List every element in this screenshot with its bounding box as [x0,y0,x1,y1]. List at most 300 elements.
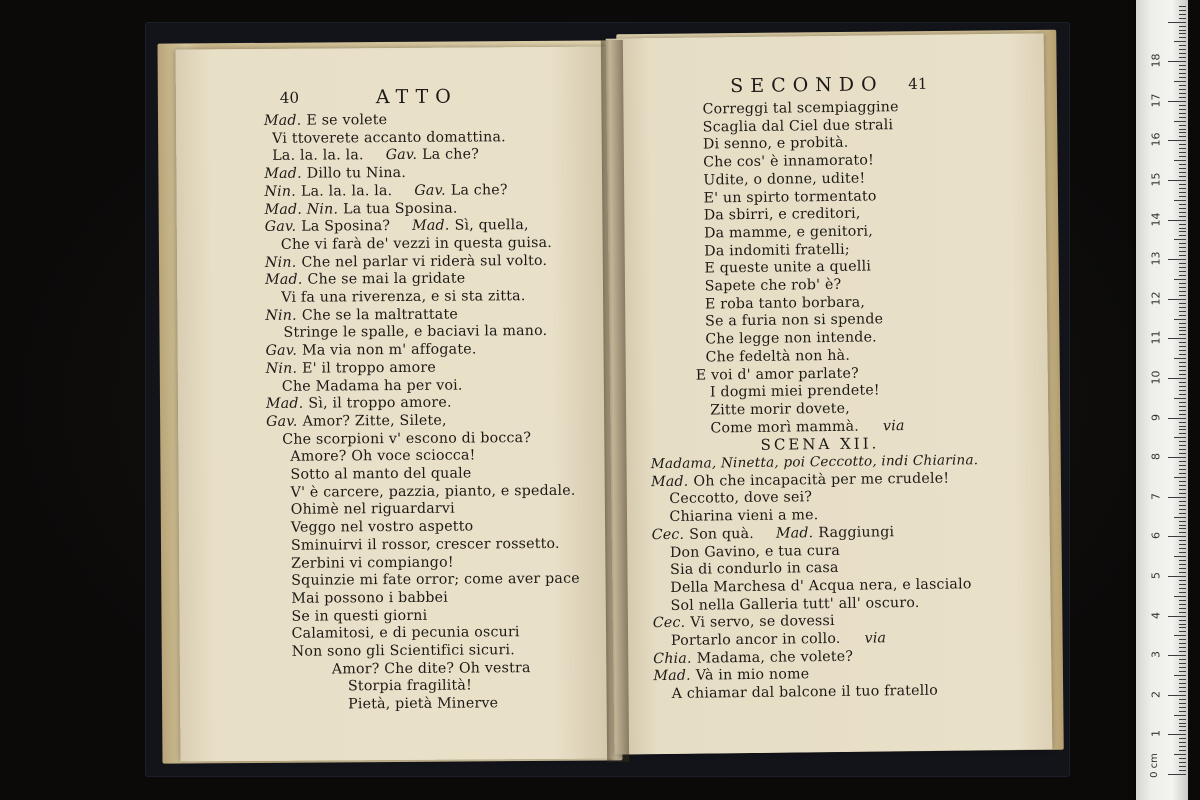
ruler-tick [1174,279,1186,280]
ruler-tick [1179,370,1186,371]
ruler-tick [1179,410,1186,411]
ruler-number: 11 [1149,330,1163,345]
line-text: Della Marchesa d' Acqua nera, e lascialo [670,576,972,596]
text-line [672,683,939,702]
ruler-number: 5 [1149,572,1163,579]
ruler-tick [1174,715,1186,716]
ruler-tick [1168,140,1186,141]
ruler-tick [1179,620,1186,621]
ruler-tick [1179,291,1186,292]
text-line [704,259,871,277]
ruler-tick [1179,429,1186,430]
speaker-label: Mad. [263,112,302,129]
text-line [282,430,531,448]
ruler-tick [1168,497,1186,498]
ruler-tick [1168,695,1186,696]
line-text: E roba tanto borbara, [704,294,866,313]
ruler-tick [1179,283,1186,284]
ruler-number: 15 [1149,172,1163,187]
line-text: Che scorpioni v' escono di bocca? [282,429,532,448]
ruler-number: 10 [1149,370,1163,385]
ruler-tick [1179,481,1186,482]
ruler-tick [1168,734,1186,735]
text-line [704,206,861,224]
ruler-tick [1174,754,1186,755]
ruler-tick [1179,144,1186,145]
line-text: E' il troppo amore [302,359,437,377]
line-text: Raggiungi [818,524,895,541]
speaker-label: Mad. [265,271,303,289]
ruler-number: 2 [1149,690,1163,698]
line-text: La tua Sposina. [343,200,458,217]
ruler-tick [1168,655,1186,656]
ruler-number: 1 [1149,730,1163,738]
ruler-tick [1179,188,1186,189]
speaker-label: Nin. [264,254,297,271]
ruler-tick [1179,390,1186,391]
exit-direction: via [864,630,887,647]
line-text: Amor? Che dite? Oh vestra [331,659,531,678]
ruler-tick [1179,592,1186,593]
text-line [704,223,873,241]
ruler-tick [1179,639,1186,640]
ruler-tick [1168,576,1186,577]
ruler-tick [1168,616,1186,617]
ruler-tick [1179,156,1186,157]
line-text: Che se mai la gridate [307,270,466,288]
ruler-tick [1179,548,1186,549]
ruler-tick [1179,311,1186,312]
ruler-tick [1174,398,1186,399]
text-line [291,571,580,589]
ruler-tick [1179,152,1186,153]
text-line [705,312,883,330]
ruler-tick [1174,437,1186,438]
ruler-tick [1179,255,1186,256]
line-text: Amor? Zitte, Silete, [302,412,447,430]
ruler-tick [1179,271,1186,272]
ruler-number: 9 [1149,413,1163,421]
ruler-number: 6 [1149,532,1163,540]
line-text: E se volete [306,112,388,129]
text-line [266,395,452,412]
measuring-ruler [1136,0,1188,800]
text-line [290,448,475,465]
line-text: Vi servo, se dovessi [690,613,835,632]
text-line [710,401,850,419]
ruler-tick [1179,10,1186,11]
speaker-label: Mad. [265,395,304,413]
ruler-tick [1179,26,1186,27]
ruler-tick [1179,627,1186,628]
speaker-label: Nin. [264,183,296,200]
ruler-tick [1179,275,1186,276]
ruler-tick [1179,750,1186,751]
ruler-tick [1168,220,1186,221]
line-text: Dillo tu Nina. [306,165,407,182]
ruler-tick [1179,687,1186,688]
ruler-tick [1179,374,1186,375]
ruler-tick [1179,14,1186,15]
ruler-tick [1179,247,1186,248]
ruler-tick [1179,136,1186,137]
ruler-tick [1179,560,1186,561]
text-line [292,642,515,660]
line-text: A chiamar dal balcone il tuo fratello [671,682,939,703]
ruler-tick [1179,699,1186,700]
ruler-tick [1179,196,1186,197]
line-text: Sotto al manto del quale [290,465,472,483]
text-line [653,648,853,666]
line-text: Don Gavino, e tua cura [669,542,841,561]
ruler-tick [1179,57,1186,58]
line-text: Che se la maltrattate [301,306,458,324]
speaker-label: Cec. [651,526,685,543]
text-line [265,200,458,217]
ruler-tick [1179,489,1186,490]
line-text: Portarlo ancor in collo. [670,630,841,649]
ruler-tick [1179,243,1186,244]
ruler-tick [1179,422,1186,423]
ruler-tick [1179,37,1186,38]
line-text: Zerbini vi compiango! [291,554,454,572]
speaker-label: Nin. [265,360,298,377]
right-page-header: SECONDO [730,73,884,98]
ruler-number: 12 [1149,291,1163,306]
speaker-label: Chia. [653,650,692,667]
text-line [705,330,877,348]
ruler-number: 3 [1149,651,1163,659]
ruler-tick [1179,608,1186,609]
ruler-tick [1179,125,1186,126]
ruler-tick [1168,22,1186,23]
ruler-tick [1168,259,1186,260]
ruler-tick [1168,774,1186,775]
ruler-tick [1179,473,1186,474]
ruler-tick [1179,604,1186,605]
ruler-number: 4 [1149,611,1163,619]
line-text: Vi fa una riverenza, e si sta zitta. [281,288,526,306]
ruler-tick [1179,762,1186,763]
text-line [264,165,406,182]
text-line [653,613,835,631]
ruler-tick [1179,572,1186,573]
text-line [651,452,979,472]
text-line [291,536,560,554]
ruler-tick [1179,766,1186,767]
text-line [652,524,895,543]
text-line [291,554,454,571]
text-line [348,678,472,695]
line-text: La. la. la. la. [300,182,393,200]
ruler-tick [1179,544,1186,545]
ruler-tick [1179,287,1186,288]
ruler-tick [1179,382,1186,383]
ruler-tick [1179,643,1186,644]
line-text: Sia di condurlo in casa [670,560,839,579]
ruler-tick [1168,299,1186,300]
ruler-tick [1179,525,1186,526]
line-text: Come morì mammà. [710,418,860,437]
ruler-tick [1179,426,1186,427]
line-text: E' un spirto tormentato [703,187,877,207]
line-text: Sol nella Galleria tutt' all' oscuro. [670,594,920,614]
ruler-tick [1179,216,1186,217]
ruler-tick [1179,445,1186,446]
text-line [670,542,840,560]
text-line [703,170,865,188]
ruler-tick [1179,69,1186,70]
ruler-tick [1179,600,1186,601]
line-text: Che fedeltà non hà. [705,347,851,366]
ruler-tick [1179,89,1186,90]
ruler-tick [1179,307,1186,308]
ruler-tick [1179,263,1186,264]
ruler-tick [1179,354,1186,355]
text-line [670,560,839,578]
ruler-tick [1179,441,1186,442]
ruler-tick [1179,132,1186,133]
text-line [703,117,894,135]
left-page [176,46,621,761]
speaker-label: Cec. [652,615,686,632]
line-text: SCENA XII. [760,434,880,455]
text-line [272,129,506,147]
ruler-tick [1179,105,1186,106]
speaker-label: Gav. [385,147,418,164]
ruler-tick [1179,65,1186,66]
ruler-tick [1179,730,1186,731]
ruler-tick [1179,584,1186,585]
text-line [703,153,874,171]
line-text: Oh che incapacità per me crudele! [693,470,950,490]
text-line [348,695,498,712]
line-text: Correggi tal scempiaggine [702,99,899,118]
line-text: Scaglia dal Ciel due strali [702,116,894,136]
line-text: Non sono gli Scientifici sicuri. [291,642,515,660]
line-text: V' è carcere, pazzia, pianto, e spedale. [290,482,576,501]
ruler-number: 13 [1149,251,1163,266]
ruler-unit: 0 cm [1148,753,1160,778]
ruler-tick [1179,449,1186,450]
ruler-tick [1179,346,1186,347]
ruler-tick [1179,117,1186,118]
ruler-tick [1179,212,1186,213]
line-text: La che? [450,182,508,199]
ruler-tick [1179,334,1186,335]
exit-direction: via [882,417,905,434]
ruler-tick [1179,129,1186,130]
ruler-tick [1179,184,1186,185]
line-text: Amore? Oh voce sciocca! [290,447,476,466]
ruler-tick [1179,711,1186,712]
ruler-tick [1179,342,1186,343]
ruler-tick [1179,742,1186,743]
line-text: E voi d' amor parlate? [695,365,859,384]
ruler-tick [1179,49,1186,50]
ruler-tick [1179,73,1186,74]
line-text: Sì, quella, [454,217,529,234]
ruler-tick [1168,378,1186,379]
ruler-tick [1174,121,1186,122]
ruler-tick [1179,109,1186,110]
text-line [265,271,465,288]
line-text: Ceccotto, dove sei? [669,489,813,508]
ruler-number: 7 [1149,492,1163,500]
ruler-tick [1179,568,1186,569]
text-line [291,590,448,607]
text-line [292,624,520,642]
left-page-number: 40 [279,88,300,107]
ruler-tick [1179,485,1186,486]
ruler-tick [1174,556,1186,557]
line-text: La. la. la. la. [272,147,364,165]
text-line [651,470,949,490]
line-text: Se a furia non si spende [705,311,884,330]
text-line [670,595,919,614]
text-line [264,112,387,129]
ruler-tick [1168,180,1186,181]
text-line [282,377,463,394]
line-text: Squinzie mi fate orror; come aver pace [291,570,580,589]
text-line [704,241,850,259]
ruler-tick [1179,540,1186,541]
ruler-tick [1179,53,1186,54]
ruler-tick [1179,228,1186,229]
ruler-tick [1179,176,1186,177]
ruler-tick [1174,200,1186,201]
ruler-tick [1179,93,1186,94]
ruler-tick [1179,330,1186,331]
ruler-tick [1179,552,1186,553]
line-text: Madama, che volete? [696,648,854,667]
ruler-tick [1168,61,1186,62]
ruler-tick [1179,580,1186,581]
ruler-tick [1179,33,1186,34]
line-text: E queste unite a quelli [704,258,872,277]
line-text: Sì, il troppo amore. [308,394,452,412]
ruler-tick [1179,738,1186,739]
ruler-tick [1179,168,1186,169]
speaker-label: Mad. [650,473,689,490]
ruler-tick [1168,101,1186,102]
ruler-tick [1179,719,1186,720]
ruler-tick [1179,651,1186,652]
ruler-tick [1174,81,1186,82]
text-line [710,383,880,401]
text-line [653,667,809,685]
speaker-label: Nin. [265,307,297,324]
ruler-tick [1179,509,1186,510]
ruler-tick [1179,723,1186,724]
ruler-tick [1179,45,1186,46]
text-line [703,188,876,206]
ruler-tick [1174,358,1186,359]
ruler-tick [1179,235,1186,236]
text-line [291,482,576,500]
text-line [290,465,471,482]
ruler-tick [1179,707,1186,708]
ruler-tick [1174,635,1186,636]
text-line [705,348,850,366]
ruler-tick [1179,295,1186,296]
ruler-tick [1179,315,1186,316]
text-line [761,436,880,454]
speaker-label: Gav. [265,342,298,360]
ruler-tick [1179,386,1186,387]
text-line [266,342,477,359]
ruler-tick [1174,477,1186,478]
line-text: Stringe le spalle, e baciavi la mano. [283,323,548,342]
ruler-tick [1179,588,1186,589]
ruler-tick [1174,675,1186,676]
text-line [669,490,812,508]
ruler-tick [1179,564,1186,565]
line-text: Calamitosi, e di pecunia oscuri [291,624,520,643]
line-text: Pietà, pietà Minerve [348,695,499,713]
line-text: Ma via non m' affogate. [302,341,477,359]
line-text: Da indomiti fratelli; [704,241,850,260]
ruler-tick [1179,6,1186,7]
ruler-number: 18 [1149,53,1163,68]
ruler-tick [1174,41,1186,42]
ruler-tick [1179,208,1186,209]
ruler-tick [1179,667,1186,668]
ruler-tick [1179,30,1186,31]
line-text: Che cos' è innamorato! [703,152,875,171]
ruler-tick [1179,726,1186,727]
ruler-tick [1179,647,1186,648]
ruler-tick [1179,303,1186,304]
text-line [702,99,898,117]
line-text: Che Madama ha per voi. [281,377,463,395]
line-text: Che vi farà de' vezzi in questa guisa. [280,234,553,253]
text-line [283,323,547,341]
text-line [710,418,904,436]
line-text: Chiarina vieni a me. [669,507,819,526]
speaker-label: Mad. Nin. [264,200,339,218]
line-text: La che? [422,146,480,164]
line-text: Da sbirri, e creditori, [703,205,861,224]
speaker-label: Mad. [775,524,814,542]
ruler-tick [1179,683,1186,684]
ruler-tick [1179,323,1186,324]
ruler-tick [1179,366,1186,367]
text-line [696,365,859,383]
line-text: Veggo nel vostro aspetto [290,518,474,536]
text-line [265,253,547,271]
text-line [281,235,552,253]
text-line [703,135,849,153]
ruler-number: 8 [1149,453,1163,461]
line-text: Son quà. [689,525,755,543]
line-text: Sapete che rob' è? [704,276,842,295]
right-page-number: 41 [908,74,928,94]
ruler-tick [1179,703,1186,704]
text-line [705,294,865,312]
ruler-tick [1179,624,1186,625]
text-line [265,217,529,235]
ruler-tick [1179,513,1186,514]
text-line [291,607,427,624]
ruler-tick [1174,596,1186,597]
line-text: Sminuirvi il rossor, crescer rossetto. [290,535,560,554]
line-text: Di senno, e probità. [702,135,849,153]
ruler-tick [1179,18,1186,19]
ruler-number: 14 [1149,212,1163,227]
ruler-tick [1179,433,1186,434]
ruler-tick [1179,746,1186,747]
